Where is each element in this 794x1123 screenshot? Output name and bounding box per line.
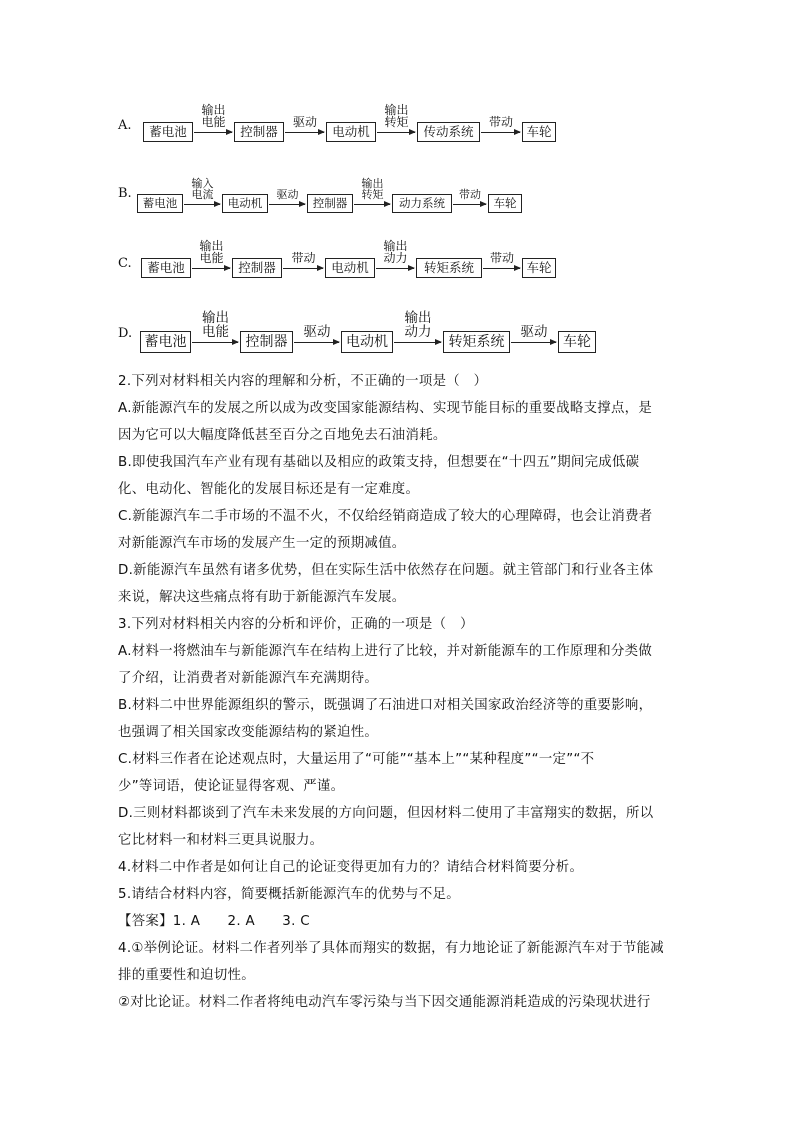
flow-box: 控制器 bbox=[234, 122, 284, 142]
flow-box: 控制器 bbox=[307, 194, 353, 213]
arrow-label-line: 输出 bbox=[384, 102, 409, 117]
text-line: 4.材料二中作者是如何让自己的论证变得更加有力的？请结合材料简要分析。 bbox=[118, 860, 584, 875]
arrow-label-line: 带动 bbox=[291, 251, 316, 266]
text-line: 对新能源汽车市场的发展产生一定的预期减值。 bbox=[118, 536, 406, 551]
arrow-label-line: 输出 bbox=[202, 309, 229, 326]
flow-box: 转矩系统 bbox=[416, 258, 482, 278]
text-line: B.材料二中世界能源组织的警示，既强调了石油进口对相关国家政治经济等的重要影响， bbox=[118, 698, 653, 713]
flow-arrow bbox=[377, 132, 415, 133]
flow-arrow bbox=[285, 132, 324, 133]
arrow-label-line: 驱动 bbox=[303, 323, 331, 340]
arrow-label-line: 电流 bbox=[191, 188, 214, 202]
flow-box: 车轮 bbox=[522, 122, 556, 142]
arrow-label bbox=[353, 178, 392, 201]
arrow-label bbox=[393, 311, 443, 339]
arrow-label bbox=[510, 325, 558, 339]
option-letter: C. bbox=[118, 256, 132, 271]
arrow-label bbox=[183, 178, 222, 201]
arrow-label-line: 输出 bbox=[361, 176, 384, 190]
arrow-label bbox=[293, 325, 341, 339]
arrow-label-line: 驱动 bbox=[276, 188, 299, 202]
flow-box: 动力系统 bbox=[392, 194, 452, 213]
flow-arrow bbox=[453, 204, 486, 205]
flow-arrow bbox=[294, 342, 339, 343]
flow-box: 控制器 bbox=[240, 331, 293, 353]
option-letter: B. bbox=[118, 186, 132, 201]
text-line: 4.①举例论证。材料二作者列举了具体而翔实的数据，有力地论证了新能源汽车对于节能减 bbox=[118, 941, 664, 956]
text-line: 因为它可以大幅度降低甚至百分之百地免去石油消耗。 bbox=[118, 428, 447, 443]
flow-box: 车轮 bbox=[522, 258, 556, 278]
flow-arrow bbox=[184, 204, 220, 205]
arrow-label bbox=[376, 104, 417, 129]
arrow-label-line: 驱动 bbox=[520, 323, 548, 340]
text-line: B.即使我国汽车产业有现有基础以及相应的政策支持，但想要在“十四五”期间完成低碳 bbox=[118, 455, 640, 470]
arrow-label-line: 驱动 bbox=[292, 115, 317, 130]
arrow-label bbox=[193, 104, 234, 129]
flow-box: 蓄电池 bbox=[140, 331, 191, 353]
flow-box: 蓄电池 bbox=[141, 258, 191, 278]
text-line: 3.下列对材料相关内容的分析和评价，正确的一项是（ ） bbox=[118, 617, 474, 632]
text-line: 化、电动化、智能化的发展目标还是有一定难度。 bbox=[118, 482, 420, 497]
flow-arrow bbox=[194, 132, 232, 133]
question-text bbox=[118, 368, 678, 1016]
flow-arrow bbox=[483, 268, 520, 269]
flow-box: 转矩系统 bbox=[443, 331, 510, 353]
flow-arrow bbox=[394, 342, 441, 343]
arrow-label bbox=[284, 116, 326, 129]
arrow-label-line: 带动 bbox=[489, 251, 514, 266]
flow-arrow bbox=[511, 342, 556, 343]
text-line: 它比材料一和材料三更具说服力。 bbox=[118, 833, 324, 848]
option-letter: A. bbox=[118, 118, 132, 133]
text-line: D.新能源汽车虽然有诸多优势，但在实际生活中依然存在问题。就主管部门和行业各主体 bbox=[118, 563, 654, 578]
arrow-label-line: 电能 bbox=[199, 251, 224, 266]
arrow-label-line: 输出 bbox=[201, 102, 226, 117]
flow-box: 电动机 bbox=[341, 331, 393, 353]
flow-box: 蓄电池 bbox=[143, 122, 193, 142]
text-line: C.新能源汽车二手市场的不温不火，不仅给经销商造成了较大的心理障碍，也会让消费者 bbox=[118, 509, 653, 524]
flow-arrow bbox=[283, 268, 323, 269]
text-line: 排的重要性和迫切性。 bbox=[118, 968, 255, 983]
text-line: ②对比论证。材料二作者将纯电动汽车零污染与当下因交通能源消耗造成的污染现状进行 bbox=[118, 995, 651, 1010]
option-letter: D. bbox=[118, 326, 133, 341]
arrow-label-line: 转矩 bbox=[361, 188, 384, 202]
arrow-label-line: 输出 bbox=[199, 238, 224, 253]
text-line: 2.下列对材料相关内容的理解和分析，不正确的一项是（ ） bbox=[118, 374, 488, 389]
text-line: 也强调了相关国家改变能源结构的紧迫性。 bbox=[118, 725, 379, 740]
arrow-label-line: 输入 bbox=[191, 176, 214, 190]
arrow-label bbox=[268, 189, 307, 201]
arrow-label bbox=[282, 252, 325, 265]
arrow-label-line: 带动 bbox=[488, 115, 513, 130]
flow-box: 传动系统 bbox=[417, 122, 480, 142]
text-line: D.三则材料都谈到了汽车未来发展的方向问题，但因材料二使用了丰富翔实的数据，所以 bbox=[118, 806, 654, 821]
arrow-label-line: 电能 bbox=[201, 115, 226, 130]
arrow-label-line: 输出 bbox=[383, 238, 408, 253]
flow-arrow bbox=[376, 268, 414, 269]
arrow-label-line: 动力 bbox=[404, 323, 432, 340]
arrow-label bbox=[191, 311, 240, 339]
arrow-label bbox=[452, 189, 488, 201]
option-a-diagram bbox=[0, 100, 794, 150]
text-line: 5.请结合材料内容，简要概括新能源汽车的优势与不足。 bbox=[118, 887, 460, 902]
arrow-label-line: 电能 bbox=[202, 323, 229, 340]
arrow-label-line: 转矩 bbox=[384, 115, 409, 130]
flow-box: 控制器 bbox=[232, 258, 282, 278]
text-line: C.材料三作者在论述观点时，大量运用了“可能”“基本上”“某种程度”“一定”“不 bbox=[118, 752, 595, 767]
option-c-diagram bbox=[0, 236, 794, 286]
flow-box: 车轮 bbox=[558, 331, 596, 353]
flow-box: 车轮 bbox=[488, 194, 522, 213]
answer-line: 【答案】1. A 2. A 3. C bbox=[118, 914, 310, 929]
flow-arrow bbox=[192, 268, 230, 269]
arrow-label bbox=[191, 240, 232, 265]
text-line: 来说，解决这些痛点将有助于新能源汽车发展。 bbox=[118, 590, 406, 605]
flow-box: 蓄电池 bbox=[137, 194, 183, 213]
arrow-label-line: 输出 bbox=[404, 309, 432, 326]
option-b-diagram bbox=[0, 172, 794, 222]
arrow-label bbox=[480, 116, 522, 129]
flow-box: 电动机 bbox=[326, 122, 376, 142]
text-line: A.新能源汽车的发展之所以成为改变国家能源结构、实现节能目标的重要战略支撑点，是 bbox=[118, 401, 653, 416]
flow-box: 电动机 bbox=[222, 194, 268, 213]
flow-box: 电动机 bbox=[325, 258, 375, 278]
arrow-label-line: 带动 bbox=[459, 188, 481, 202]
arrow-label bbox=[482, 252, 522, 265]
text-line: 了介绍，让消费者对新能源汽车充满期待。 bbox=[118, 671, 379, 686]
flow-arrow bbox=[481, 132, 520, 133]
text-line: A.材料一将燃油车与新能源汽车在结构上进行了比较，并对新能源车的工作原理和分类做 bbox=[118, 644, 653, 659]
flow-arrow bbox=[354, 204, 390, 205]
arrow-label-line: 动力 bbox=[383, 251, 408, 266]
text-line: 少”等词语，使论证显得客观、严谨。 bbox=[118, 779, 345, 794]
flow-arrow bbox=[269, 204, 305, 205]
arrow-label bbox=[375, 240, 416, 265]
flow-arrow bbox=[192, 342, 238, 343]
option-d-diagram bbox=[0, 306, 794, 362]
